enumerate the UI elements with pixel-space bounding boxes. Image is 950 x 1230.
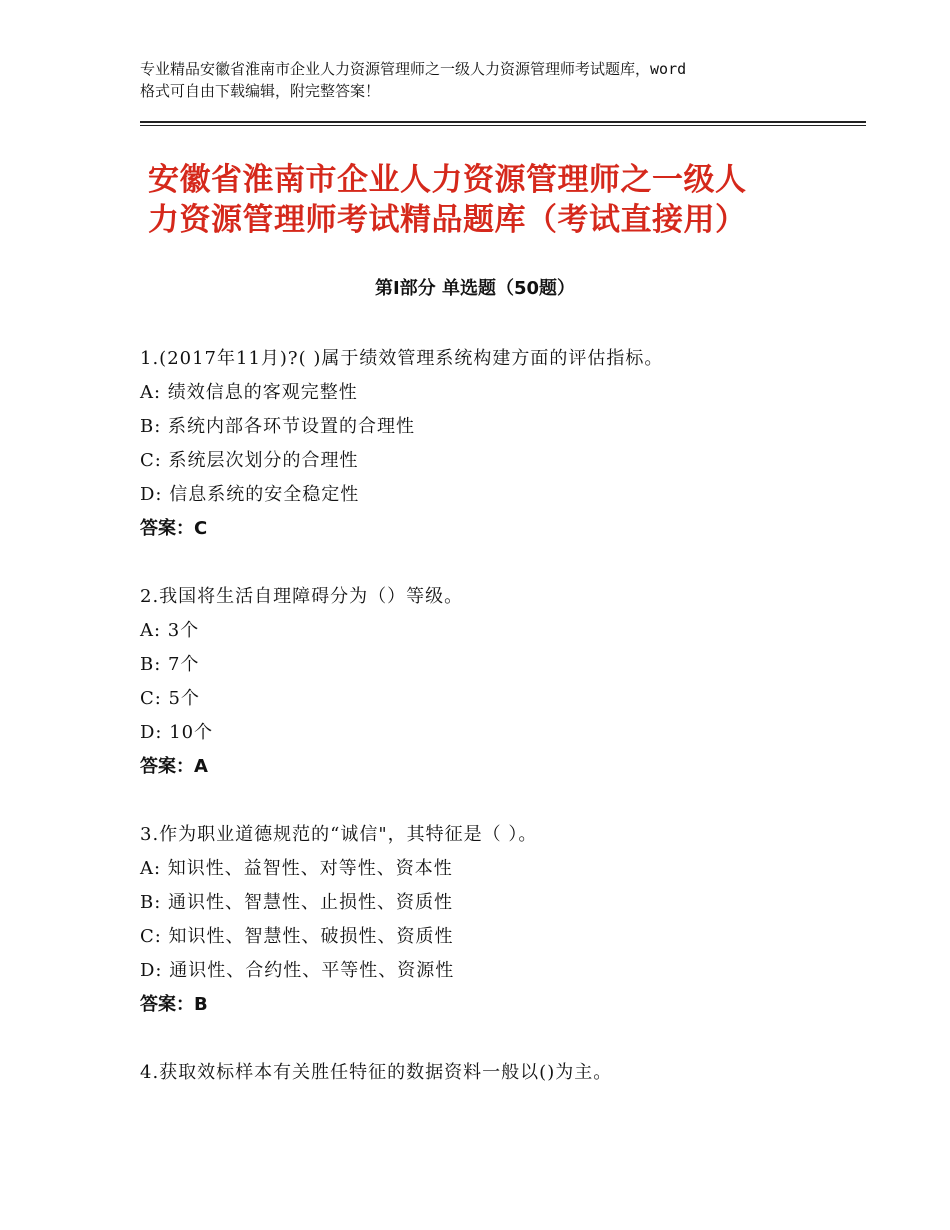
option-a: A: 3个 (140, 620, 200, 641)
question-item (140, 1056, 860, 1090)
section-title: 第Ⅰ部分 单选题（50题） (374, 278, 575, 299)
title-line: 安徽省淮南市企业人力资源管理师之一级人 (148, 162, 747, 198)
header-note-line: 格式可自由下载编辑，附完整答案！ (140, 82, 381, 100)
question-list (140, 342, 860, 1124)
question-stem: 3.作为职业道德规范的“诚信"，其特征是（ ）。 (140, 824, 538, 845)
option-d: D: 信息系统的安全稳定性 (140, 484, 360, 505)
option-b: B: 7个 (140, 654, 200, 675)
page-title (148, 160, 828, 240)
option-c: C: 系统层次划分的合理性 (140, 450, 359, 471)
header-divider (140, 125, 866, 126)
header-note-line: 专业精品安徽省淮南市企业人力资源管理师之一级人力资源管理师考试题库，word (140, 60, 687, 78)
question-stem: 1.(2017年11月)?( )属于绩效管理系统构建方面的评估指标。 (140, 348, 664, 369)
option-c: C: 5个 (140, 688, 201, 709)
option-d: D: 通识性、合约性、平等性、资源性 (140, 960, 455, 981)
option-b: B: 通识性、智慧性、止损性、资质性 (140, 892, 454, 913)
title-line: 力资源管理师考试精品题库（考试直接用） (148, 202, 747, 238)
question-item (140, 342, 860, 546)
question-item (140, 580, 860, 784)
option-a: A: 绩效信息的客观完整性 (140, 382, 358, 403)
question-item (140, 818, 860, 1022)
question-stem: 2.我国将生活自理障碍分为（）等级。 (140, 586, 464, 607)
option-b: B: 系统内部各环节设置的合理性 (140, 416, 416, 437)
answer-line: 答案：C (140, 518, 208, 539)
option-c: C: 知识性、智慧性、破损性、资质性 (140, 926, 454, 947)
header-divider (140, 121, 866, 123)
header-note (140, 58, 840, 102)
answer-line: 答案：B (140, 994, 208, 1015)
option-a: A: 知识性、益智性、对等性、资本性 (140, 858, 453, 879)
option-d: D: 10个 (140, 722, 214, 743)
answer-line: 答案：A (140, 756, 208, 777)
question-stem: 4.获取效标样本有关胜任特征的数据资料一般以()为主。 (140, 1062, 613, 1083)
